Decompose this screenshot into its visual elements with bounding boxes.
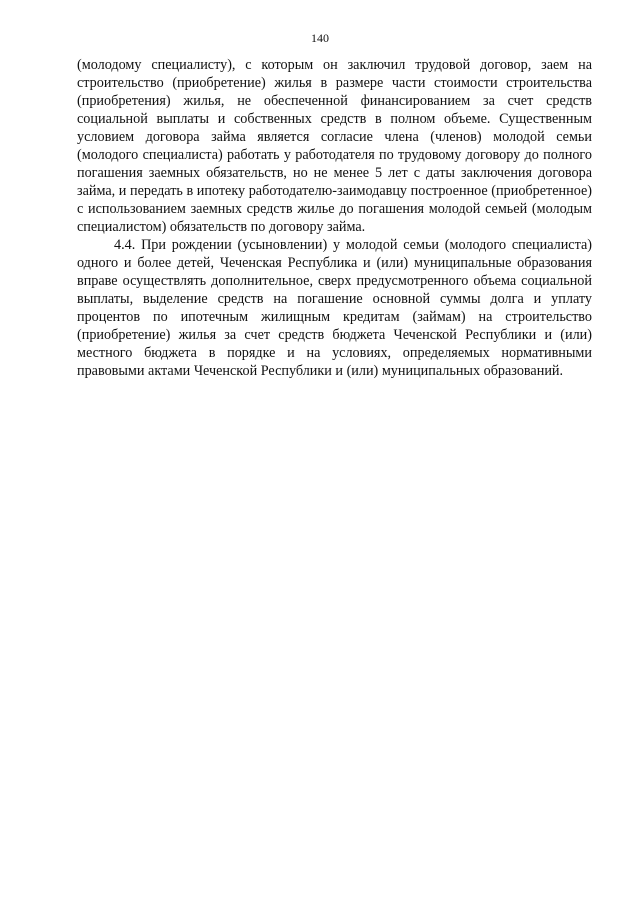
paragraph-continuation: (молодому специалисту), с которым он заключил трудовой договор, заем на строительство (приобретение) жилья в размере части стоимости строительства (приобретения) жилья, не обеспеченной финансированием за счет средств социальной выплаты и собственных средств в полном объеме. Существенным условием договора займа является согласие члена (членов) молодой семьи (молодого специалиста) работать у работодателя по трудовому договору до полного погашения заемных обязательств, но не менее 5 лет с даты заключения договора займа, и передать в ипотеку работодателю-заимодавцу построенное (приобретенное) с использованием заемных средств жилье до погашения молодой семьей (молодым специалистом) обязательств по договору займа. [77,57,592,235]
paragraph-clause-4-4: 4.4. При рождении (усыновлении) у молодой семьи (молодого специалиста) одного и более детей, Чеченская Республика и (или) муниципальные образования вправе осуществлять дополнительное, сверх предусмотренного объема социальной выплаты, выделение средств на погашение основной суммы долга и уплату процентов по ипотечным жилищным кредитам (займам) на строительство (приобретение) жилья за счет средств бюджета Чеченской Республики и (или) местного бюджета в порядке и на условиях, определяемых нормативными правовыми актами Чеченской Республики и (или) муниципальных образований. [77,237,592,379]
document-body [77,56,592,380]
page-number: 140 [311,31,329,45]
